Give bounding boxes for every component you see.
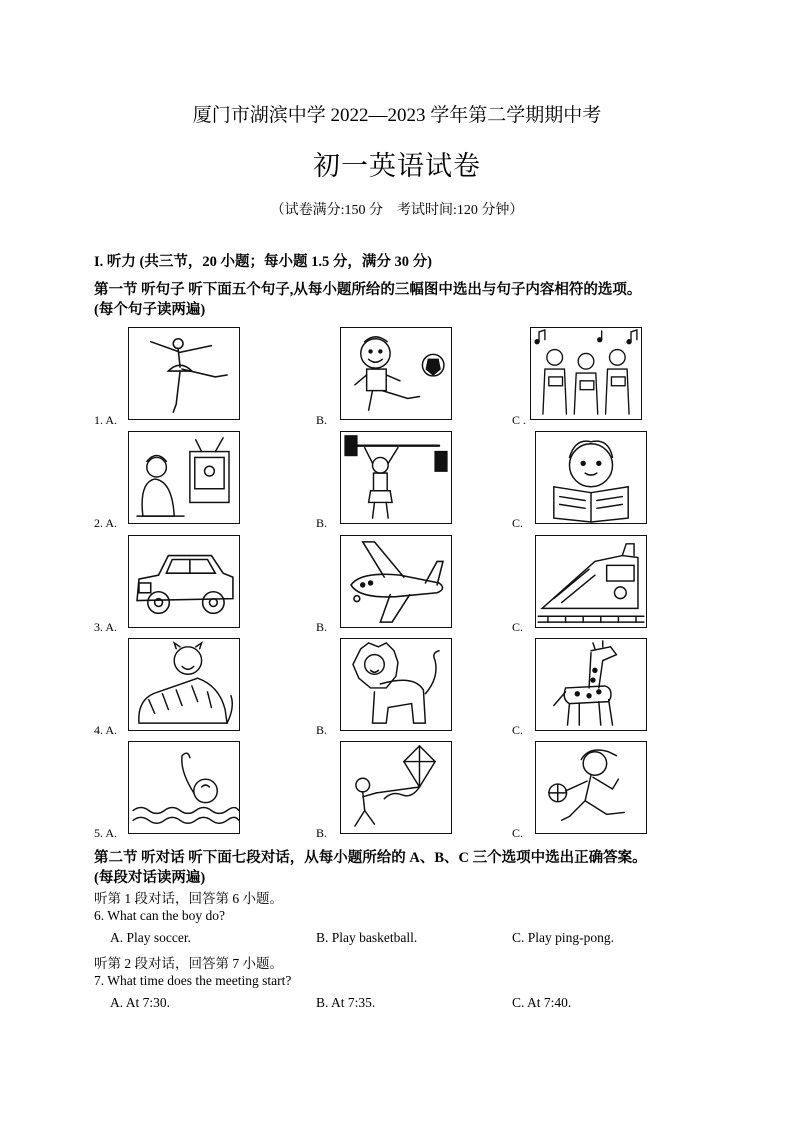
q2-a-label: 2. A. xyxy=(94,516,118,530)
q4-a-label: 4. A. xyxy=(94,723,118,737)
airplane-icon xyxy=(341,536,451,627)
reading-boy-icon xyxy=(536,432,646,523)
ballet-dancer-picture[interactable] xyxy=(128,327,240,420)
singers-icon xyxy=(531,328,641,419)
car-picture[interactable] xyxy=(128,535,240,628)
reading-boy-picture[interactable] xyxy=(535,431,647,524)
q6-option-c[interactable]: C. Play ping-pong. xyxy=(512,930,615,945)
airplane-picture[interactable] xyxy=(340,535,452,628)
exam-info: （试卷满分:150 分 考试时间:120 分钟） xyxy=(270,203,524,218)
section2-note: (每段对话读两遍) xyxy=(94,870,206,886)
q6-option-a[interactable]: A. Play soccer. xyxy=(110,930,191,945)
giraffe-icon xyxy=(536,639,646,730)
tv-watcher-picture[interactable] xyxy=(128,431,240,524)
train-picture[interactable] xyxy=(535,535,647,628)
q5-c-label: C. xyxy=(512,826,524,840)
kite-girl-picture[interactable] xyxy=(340,741,452,834)
q1-c-label: C . xyxy=(512,413,527,427)
q1-a-label: 1. A. xyxy=(94,413,118,427)
singers-picture[interactable] xyxy=(530,327,642,420)
dialog2-intro: 听第 2 段对话，回答第 7 小题。 xyxy=(94,956,283,971)
kite-girl-icon xyxy=(341,742,451,833)
section1-instruction: 第一节 听句子 听下面五个句子,从每小题所给的三幅图中选出与句子内容相符的选项。 xyxy=(94,282,642,298)
swimmer-picture[interactable] xyxy=(128,741,240,834)
tiger-picture[interactable] xyxy=(128,638,240,731)
weightlifter-picture[interactable] xyxy=(340,431,452,524)
weightlifter-icon xyxy=(341,432,451,523)
lion-icon xyxy=(341,639,451,730)
q3-a-label: 3. A. xyxy=(94,620,118,634)
lion-picture[interactable] xyxy=(340,638,452,731)
q3-b-label: B. xyxy=(316,620,328,634)
q2-c-label: C. xyxy=(512,516,524,530)
q6-stem: 6. What can the boy do? xyxy=(94,908,225,923)
q7-option-b[interactable]: B. At 7:35. xyxy=(316,995,376,1010)
q4-c-label: C. xyxy=(512,723,524,737)
q7-option-c[interactable]: C. At 7:40. xyxy=(512,995,572,1010)
tv-watcher-icon xyxy=(129,432,239,523)
train-icon xyxy=(536,536,646,627)
part1-heading: I. 听力 (共三节，20 小题；每小题 1.5 分，满分 30 分) xyxy=(94,254,432,270)
ballet-dancer-icon xyxy=(129,328,239,419)
swimmer-icon xyxy=(129,742,239,833)
q3-c-label: C. xyxy=(512,620,524,634)
section1-note: (每个句子读两遍) xyxy=(94,302,206,318)
q6-option-b[interactable]: B. Play basketball. xyxy=(316,930,418,945)
q5-b-label: B. xyxy=(316,826,328,840)
car-icon xyxy=(129,536,239,627)
school-line: 厦门市湖滨中学 2022—2023 学年第二学期期中考 xyxy=(192,105,602,126)
tiger-icon xyxy=(129,639,239,730)
q1-b-label: B. xyxy=(316,413,328,427)
soccer-boy-icon xyxy=(341,328,451,419)
soccer-boy-picture[interactable] xyxy=(340,327,452,420)
q4-b-label: B. xyxy=(316,723,328,737)
q5-a-label: 5. A. xyxy=(94,826,118,840)
basketball-girl-picture[interactable] xyxy=(535,741,647,834)
basketball-girl-icon xyxy=(536,742,646,833)
section2-instruction: 第二节 听对话 听下面七段对话，从每小题所给的 A、B、C 三个选项中选出正确答案。 xyxy=(94,850,647,866)
q7-stem: 7. What time does the meeting start? xyxy=(94,973,292,988)
q2-b-label: B. xyxy=(316,516,328,530)
giraffe-picture[interactable] xyxy=(535,638,647,731)
dialog1-intro: 听第 1 段对话，回答第 6 小题。 xyxy=(94,891,283,906)
q7-option-a[interactable]: A. At 7:30. xyxy=(110,995,171,1010)
page-title: 初一英语试卷 xyxy=(313,151,481,181)
